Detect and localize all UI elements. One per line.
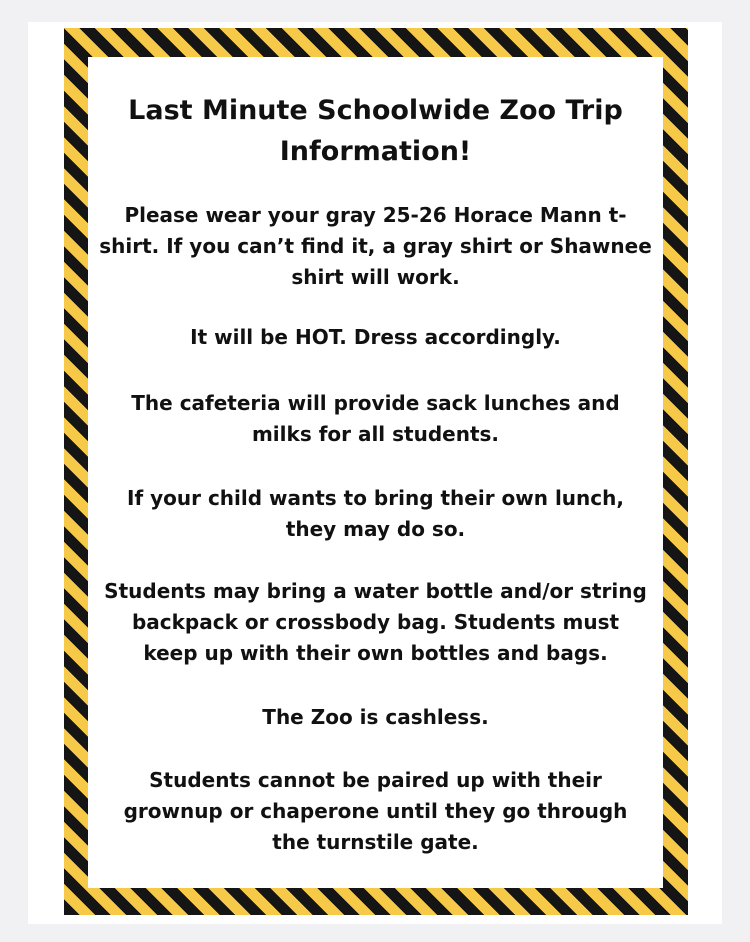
- notice-line: backpack or crossbody bag. Students must: [131, 610, 620, 634]
- notice-bags: [88, 576, 663, 669]
- flyer-title: [88, 90, 663, 172]
- notice-weather: [88, 322, 663, 353]
- notice-line: milks for all students.: [251, 422, 500, 446]
- notice-line: shirt. If you can’t find it, a gray shirt or Shawnee: [99, 234, 652, 258]
- notice-line: grownup or chaperone until they go through: [123, 799, 628, 823]
- notice-line: Students cannot be paired up with their: [149, 768, 602, 792]
- flyer-content: [88, 57, 663, 888]
- notice-line: shirt will work.: [291, 265, 460, 289]
- flyer-title-line: Last Minute Schoolwide Zoo Trip: [128, 95, 623, 126]
- notice-line: the turnstile gate.: [272, 830, 479, 854]
- notice-shirt: [88, 200, 663, 293]
- notice-line: Please wear your gray 25-26 Horace Mann t-: [124, 203, 627, 227]
- notice-own-lunch: [88, 483, 663, 545]
- notice-line: keep up with their own bottles and bags.: [143, 641, 608, 665]
- notice-line: they may do so.: [285, 517, 466, 541]
- notice-lunch: [88, 388, 663, 450]
- notice-cashless: [88, 702, 663, 733]
- flyer-title-line: Information!: [279, 136, 472, 167]
- notice-line: The cafeteria will provide sack lunches and: [131, 391, 620, 415]
- notice-line: It will be HOT. Dress accordingly.: [190, 325, 561, 349]
- notice-line: If your child wants to bring their own lunch,: [127, 486, 624, 510]
- notice-line: Students may bring a water bottle and/or string: [104, 579, 647, 603]
- notice-line: The Zoo is cashless.: [262, 705, 489, 729]
- notice-chaperone: [88, 765, 663, 858]
